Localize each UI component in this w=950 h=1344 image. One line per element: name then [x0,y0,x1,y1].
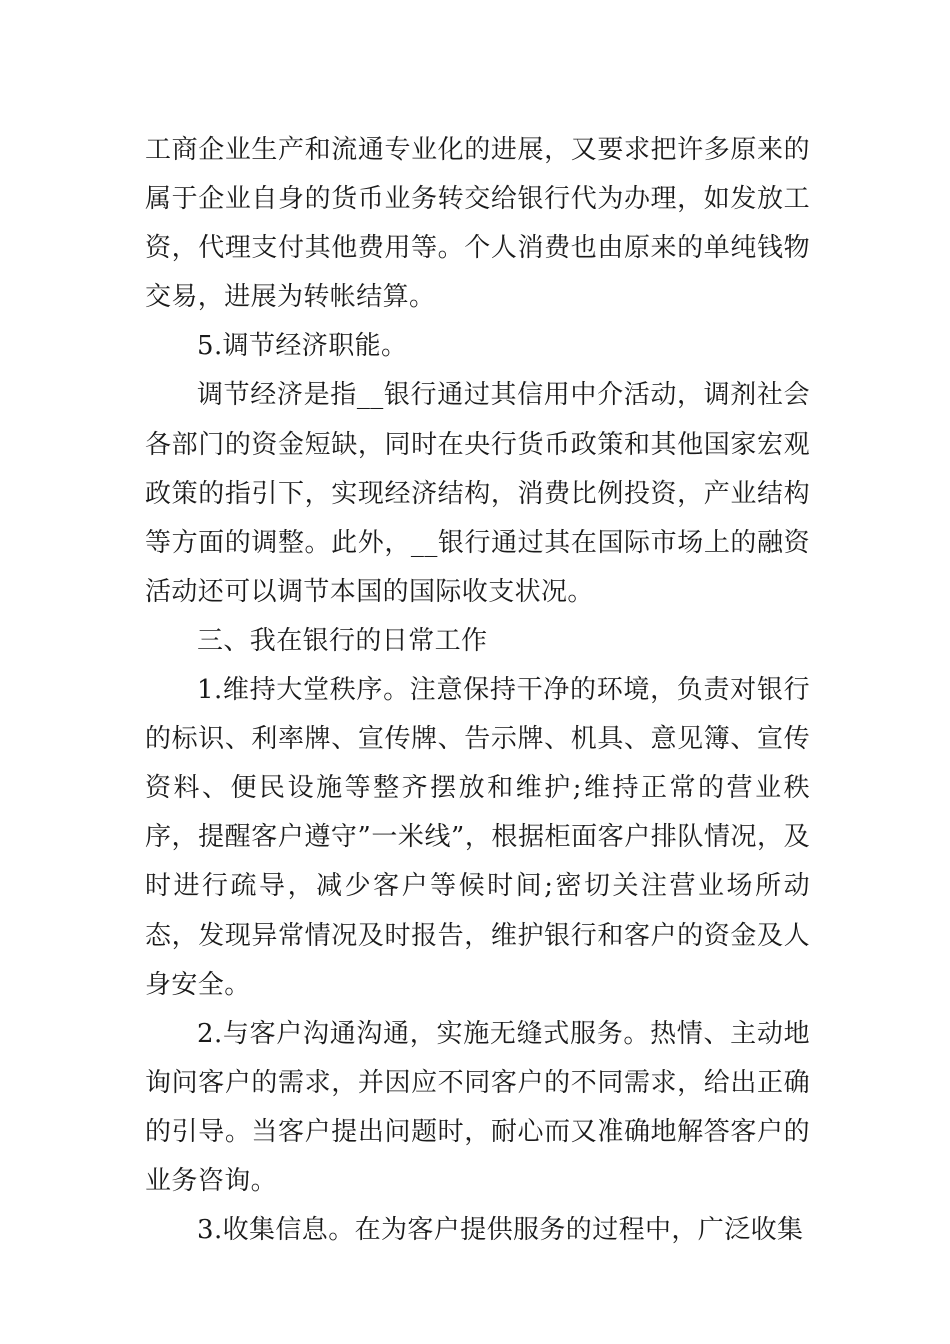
document-body [145,126,810,1255]
paragraph-3: 调节经济是指__银行通过其信用中介活动，调剂社会各部门的资金短缺，同时在央行货币政策和其他国家宏观政策的指引下，实现经济结构，消费比例投资，产业结构等方面的调整。此外，__银行通过其在国际市场上的融资活动还可以调节本国的国际收支状况。 [145,380,810,607]
paragraph-4: 三、我在银行的日常工作 [197,625,488,656]
paragraph-6: 2.与客户沟通沟通，实施无缝式服务。热情、主动地询问客户的需求，并因应不同客户的不同需求，给出正确的引导。当客户提出问题时，耐心而又准确地解答客户的业务咨询。 [145,1018,810,1196]
paragraph-2: 5.调节经济职能。 [197,331,408,362]
paragraph-5: 1.维持大堂秩序。注意保持干净的环境，负责对银行的标识、利率牌、宣传牌、告示牌、机具、意见簿、宣传资料、便民设施等整齐摆放和维护;维持正常的营业秩序，提醒客户遵守”一米线”，根据柜面客户排队情况，及时进行疏导，减少客户等候时间;密切关注营业场所动态，发现异常情况及时报告，维护银行和客户的资金及人身安全。 [145,675,810,1000]
paragraph-1: 工商企业生产和流通专业化的进展，又要求把许多原来的属于企业自身的货币业务转交给银行代为办理，如发放工资，代理支付其他费用等。个人消费也由原来的单纯钱物交易，进展为转帐结算。 [145,135,810,313]
paragraph-7: 3.收集信息。在为客户提供服务的过程中，广泛收集 [197,1215,804,1246]
